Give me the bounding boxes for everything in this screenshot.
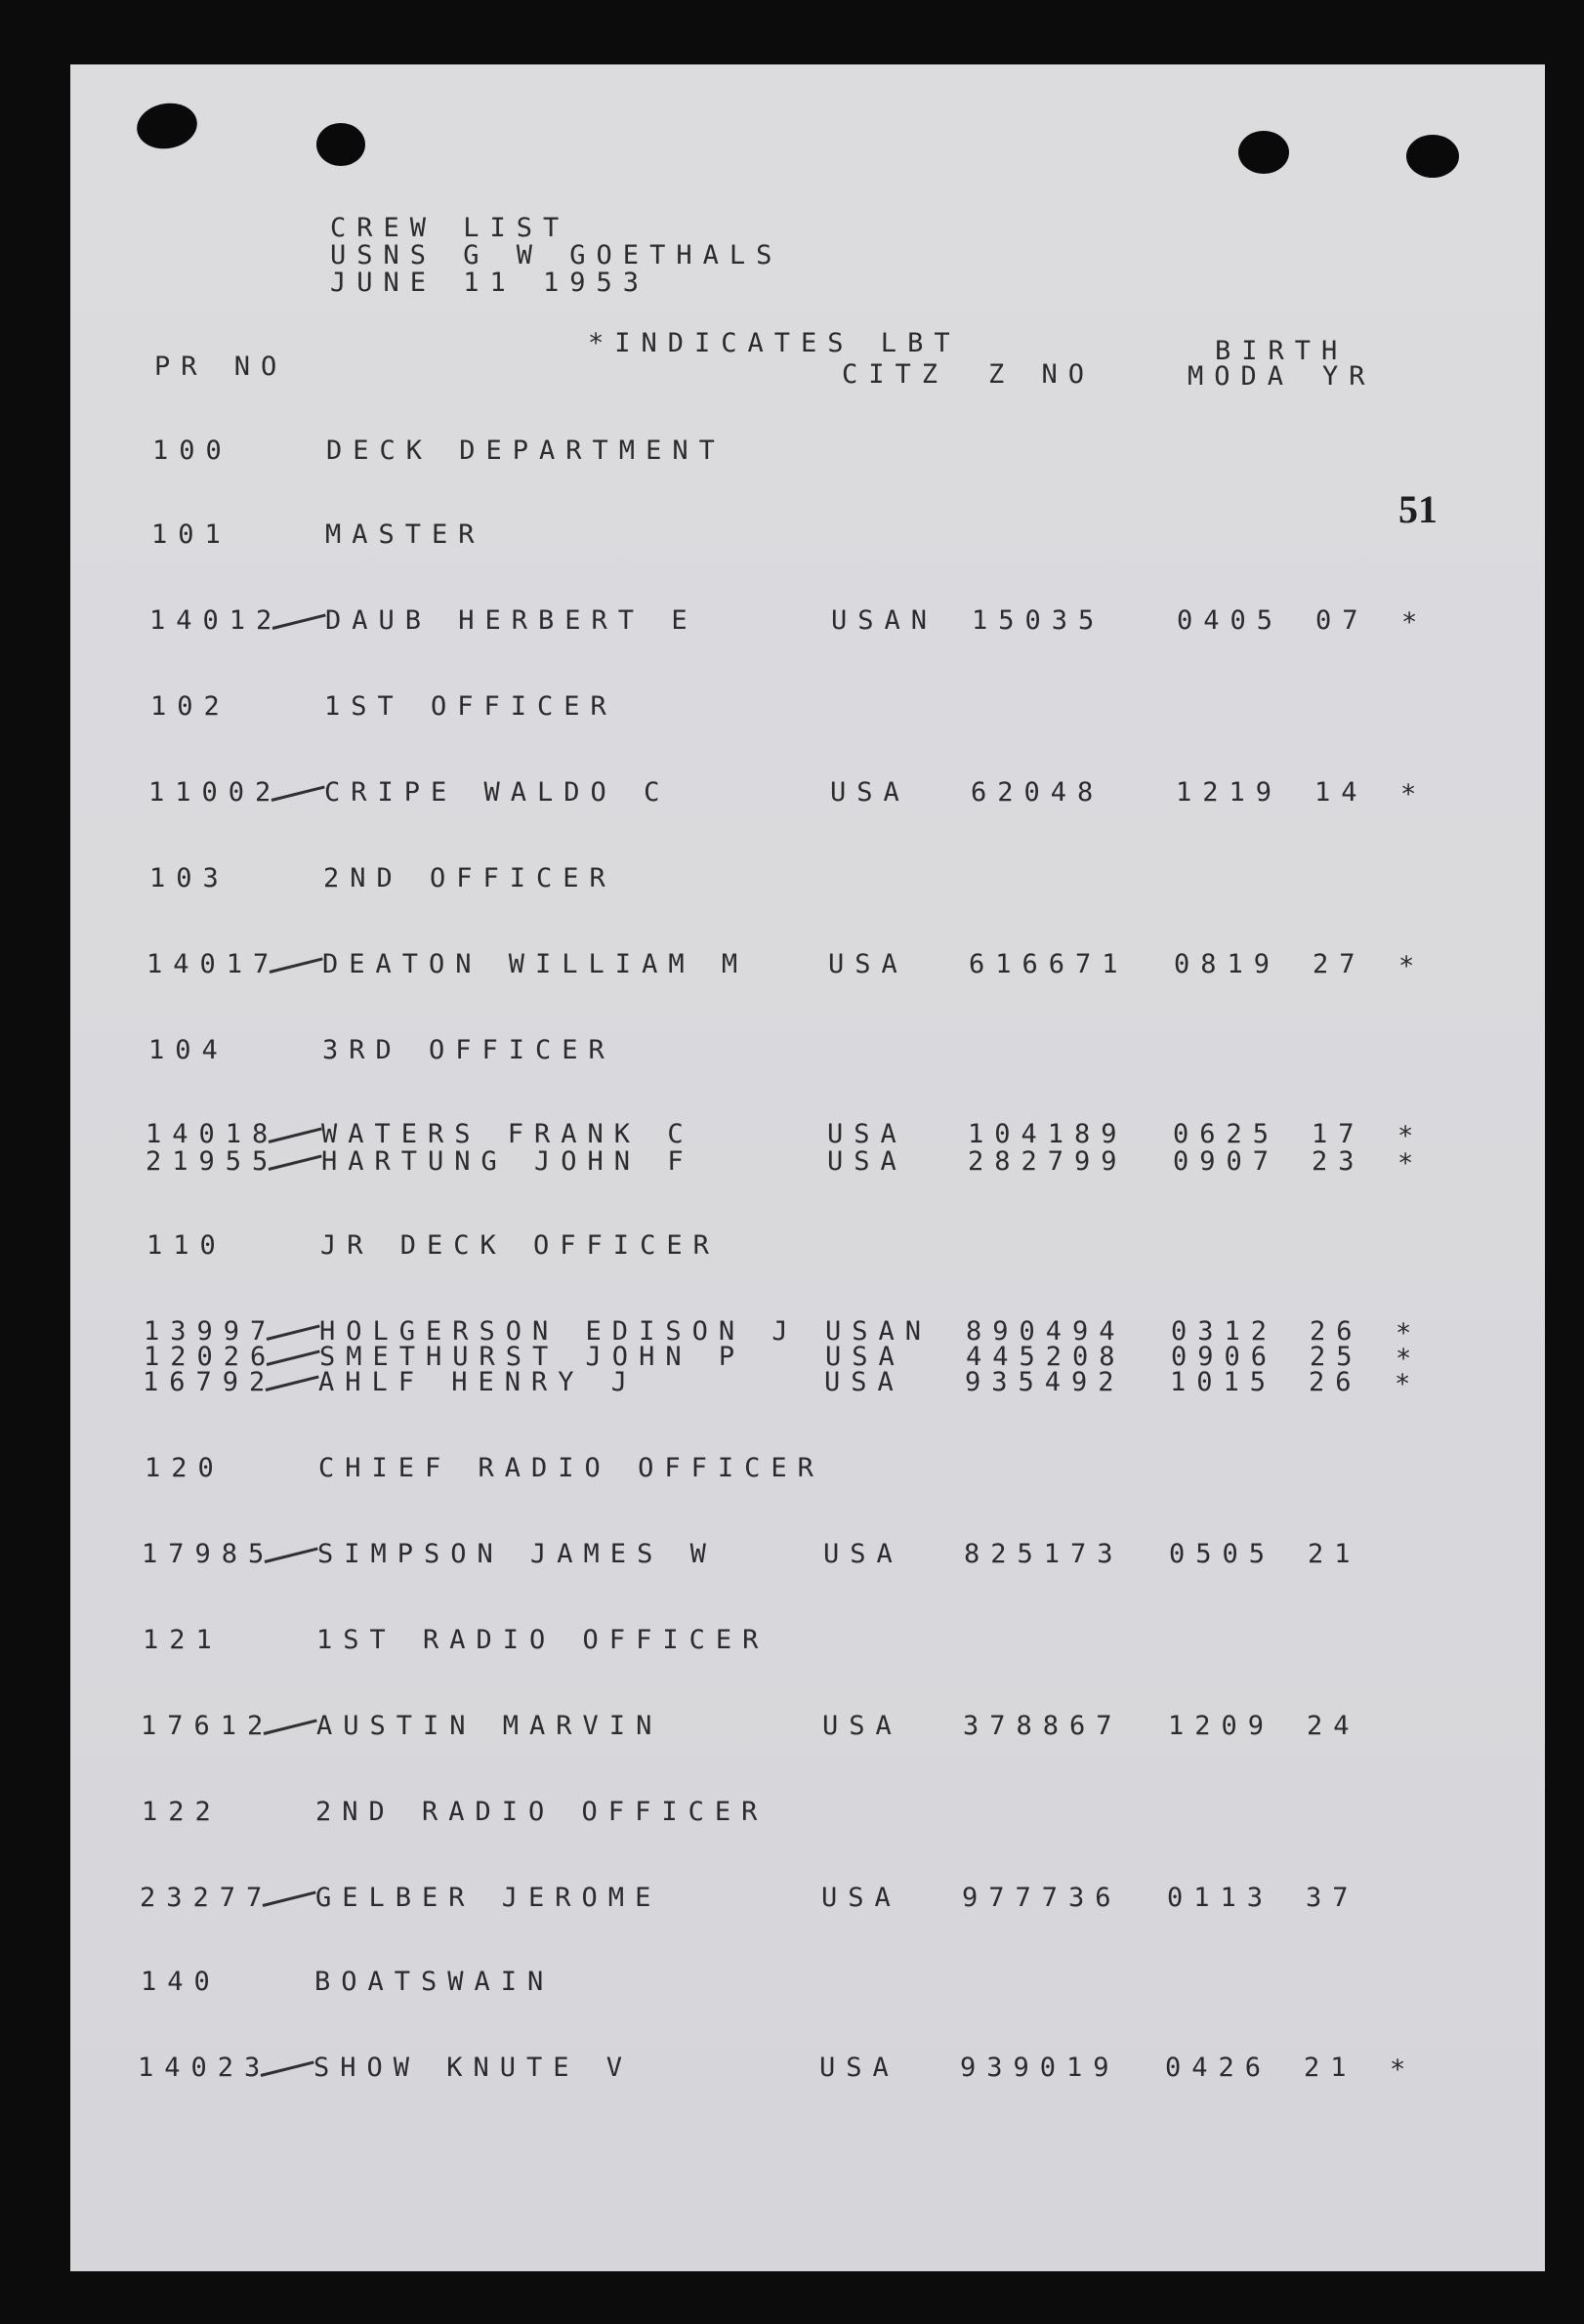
crew-name: GELBER JEROME: [315, 1883, 662, 1913]
citizenship: USA: [828, 949, 908, 979]
birth-year: 21: [1308, 1539, 1361, 1569]
section-code: 120: [145, 1453, 225, 1483]
section-title: BOATSWAIN: [314, 1967, 555, 1997]
birth-month-day: 0312: [1171, 1316, 1278, 1347]
column-yr: YR: [1322, 361, 1376, 392]
payroll-number: 16792: [143, 1367, 276, 1397]
z-number: 378867: [963, 1711, 1123, 1741]
birth-year: 25: [1310, 1342, 1363, 1372]
crew-name: AHLF HENRY J: [318, 1367, 639, 1397]
column-birth: BIRTH: [1215, 336, 1349, 366]
citizenship: USAN: [831, 605, 938, 636]
header-line-3: JUNE 11 1953: [330, 268, 650, 298]
section-title: JR DECK OFFICER: [320, 1230, 720, 1261]
birth-month-day: 0907: [1173, 1146, 1280, 1177]
column-indicates-lbt: *INDICATES LBT: [588, 328, 961, 358]
lbt-indicator: *: [1397, 1148, 1425, 1179]
column-pr-no: PR NO: [154, 352, 288, 382]
section-code: 110: [146, 1230, 227, 1261]
citizenship: USA: [823, 1539, 903, 1569]
birth-month-day: 0113: [1167, 1883, 1274, 1913]
section-code: 122: [142, 1797, 222, 1827]
column-moda: MODA: [1188, 361, 1295, 392]
lbt-indicator: *: [1401, 607, 1429, 638]
payroll-number: 14023: [138, 2053, 271, 2083]
payroll-number: 17985: [142, 1539, 275, 1569]
crew-name: DEATON WILLIAM M: [322, 949, 749, 979]
section-title: 2ND OFFICER: [323, 863, 616, 893]
citizenship: USA: [819, 2053, 899, 2083]
crew-name: HARTUNG JOHN F: [321, 1146, 694, 1177]
payroll-number: 12026: [144, 1342, 277, 1372]
crew-name: WATERS FRANK C: [321, 1119, 694, 1149]
citizenship: USAN: [825, 1316, 933, 1347]
punch-hole: [316, 123, 365, 166]
citizenship: USA: [827, 1119, 907, 1149]
birth-year: 26: [1309, 1367, 1362, 1397]
z-number: 939019: [960, 2053, 1120, 2083]
payroll-number: 14012: [149, 605, 283, 636]
section-code: 103: [149, 863, 229, 893]
birth-year: 07: [1315, 605, 1369, 636]
crew-name: CRIPE WALDO C: [324, 777, 671, 808]
header-line-2: USNS G W GOETHALS: [330, 240, 783, 270]
crew-name: SMETHURST JOHN P: [319, 1342, 746, 1372]
section-title: 3RD OFFICER: [322, 1035, 615, 1065]
lbt-indicator: *: [1397, 1121, 1425, 1151]
payroll-number: 21955: [146, 1146, 279, 1177]
section-title: 2ND RADIO OFFICER: [315, 1797, 769, 1827]
payroll-number: 13997: [144, 1316, 277, 1347]
payroll-number: 23277: [140, 1883, 273, 1913]
birth-month-day: 0426: [1165, 2053, 1272, 2083]
crew-name: SIMPSON JAMES W: [317, 1539, 717, 1569]
z-number: 825173: [964, 1539, 1124, 1569]
birth-year: 21: [1304, 2053, 1357, 2083]
z-number: 890494: [966, 1316, 1126, 1347]
column-z-no: Z NO: [988, 359, 1096, 390]
section-code: 104: [148, 1035, 229, 1065]
lbt-indicator: *: [1395, 1369, 1422, 1399]
birth-year: 17: [1312, 1119, 1365, 1149]
lbt-indicator: *: [1390, 2054, 1417, 2085]
birth-year: 14: [1314, 777, 1368, 808]
birth-month-day: 0906: [1171, 1342, 1278, 1372]
section-title: DECK DEPARTMENT: [326, 436, 726, 466]
payroll-number: 14017: [146, 949, 280, 979]
crew-name: DAUB HERBERT E: [325, 605, 698, 636]
section-code: 140: [141, 1967, 221, 1997]
birth-year: 24: [1307, 1711, 1360, 1741]
z-number: 935492: [965, 1367, 1125, 1397]
payroll-number: 17612: [141, 1711, 274, 1741]
birth-month-day: 1219: [1176, 777, 1283, 808]
punch-hole: [1406, 135, 1459, 178]
section-code: 100: [152, 436, 232, 466]
citizenship: USA: [830, 777, 910, 808]
section-title: MASTER: [325, 519, 485, 550]
lbt-indicator: *: [1396, 1344, 1423, 1374]
crew-name: HOLGERSON EDISON J: [319, 1316, 799, 1347]
birth-month-day: 0625: [1173, 1119, 1280, 1149]
z-number: 282799: [968, 1146, 1128, 1177]
z-number: 977736: [962, 1883, 1122, 1913]
z-number: 445208: [966, 1342, 1126, 1372]
section-title: 1ST RADIO OFFICER: [316, 1625, 770, 1655]
z-number: 62048: [971, 777, 1105, 808]
birth-month-day: 1209: [1168, 1711, 1275, 1741]
section-code: 101: [151, 519, 231, 550]
page-number: 51: [1398, 487, 1438, 531]
payroll-number: 11002: [148, 777, 282, 808]
birth-year: 23: [1312, 1146, 1365, 1177]
section-title: CHIEF RADIO OFFICER: [318, 1453, 824, 1483]
punch-hole: [1238, 131, 1289, 174]
column-citz: CITZ: [842, 359, 949, 390]
lbt-indicator: *: [1396, 1318, 1423, 1349]
birth-month-day: 0405: [1177, 605, 1284, 636]
payroll-number: 14018: [146, 1119, 279, 1149]
birth-month-day: 0505: [1169, 1539, 1276, 1569]
citizenship: USA: [824, 1367, 904, 1397]
crew-name: AUSTIN MARVIN: [316, 1711, 663, 1741]
punch-hole: [133, 99, 200, 153]
lbt-indicator: *: [1400, 779, 1428, 809]
citizenship: USA: [822, 1711, 902, 1741]
crew-list-document: [70, 64, 1545, 2271]
citizenship: USA: [821, 1883, 901, 1913]
birth-year: 37: [1306, 1883, 1359, 1913]
citizenship: USA: [827, 1146, 907, 1177]
birth-month-day: 0819: [1174, 949, 1281, 979]
z-number: 104189: [968, 1119, 1128, 1149]
z-number: 15035: [972, 605, 1105, 636]
section-title: 1ST OFFICER: [324, 691, 617, 722]
birth-year: 26: [1310, 1316, 1363, 1347]
lbt-indicator: *: [1398, 951, 1426, 981]
header-line-1: CREW LIST: [330, 213, 570, 243]
section-code: 121: [143, 1625, 223, 1655]
z-number: 616671: [969, 949, 1129, 979]
birth-month-day: 1015: [1170, 1367, 1277, 1397]
citizenship: USA: [825, 1342, 905, 1372]
section-code: 102: [150, 691, 230, 722]
birth-year: 27: [1313, 949, 1366, 979]
crew-name: SHOW KNUTE V: [313, 2053, 634, 2083]
